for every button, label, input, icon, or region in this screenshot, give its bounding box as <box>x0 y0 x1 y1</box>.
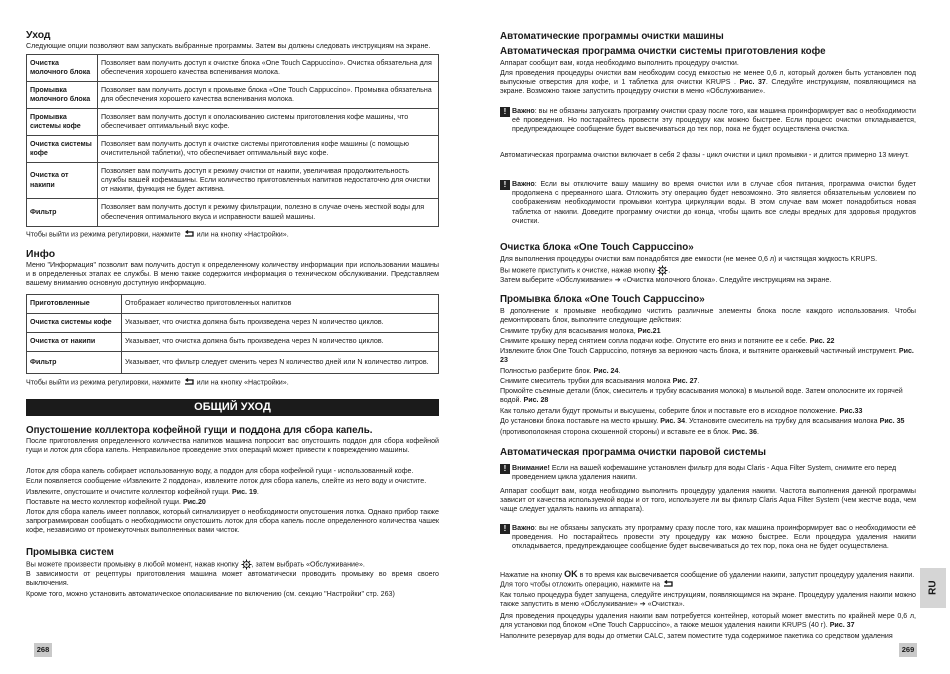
figure-ref: Рис. 27 <box>672 377 698 385</box>
auto-heading: Автоматические программы очистки машины <box>500 31 724 42</box>
info-value: Указывает, что фильтр следует сменить через N количество дней или N количество литров. <box>122 352 439 374</box>
step-text: До установки блока поставьте на место крышку. <box>500 417 659 425</box>
exit-note-text-2: или на кнопку «Настройки». <box>196 378 289 387</box>
care-key: Очистка системы кофе <box>27 136 98 163</box>
coffee-p3: Автоматическая программа очистки включает в себя 2 фазы - цикл очистки и цикл промывки - и длится примерно 13 минут. <box>500 151 910 159</box>
steam-p4-text: Для проведения процедуры удаления накипи вам потребуется контейнер, который может вместить по крайней мере 0,6 л, для установки под блоком «One Touch Cappuccino», а также мешок удаления накипи KRUPS (40 г). <box>500 612 916 630</box>
figure-ref: Рис.33 <box>839 407 863 415</box>
steam-p2 <box>500 570 916 590</box>
steam-p4 <box>500 612 916 630</box>
warning-label: Важно <box>512 524 535 532</box>
otc-rinse-step: Полностью разберите блок. Рис. 24. <box>500 367 621 375</box>
ok-button-label: OK <box>564 569 578 579</box>
figure-ref: Рис. 37 <box>829 621 855 630</box>
warning-icon: ! <box>500 464 510 474</box>
otc-clean-p1: Для выполнения процедуры очистки вам понадобятся две емкости (не менее 0,6 л) и чистящая жидкость KRUPS. <box>500 255 878 263</box>
exit-note-text: Чтобы выйти из режима регулировки, нажмите <box>26 378 181 387</box>
rinse-p1-text: Вы можете произвести промывку в любой момент, нажав кнопку <box>26 560 239 569</box>
info-intro: Меню "Информация" позволит вам получить доступ к определенному количеству информации при использовании машины и в определенных этапах ее службы. В меню также содержится информация о техническом обслуживании. Представляем вашему вниманию основную доступную информацию. <box>26 261 439 288</box>
page-number-left: 268 <box>34 643 52 657</box>
empty-p4-text: Извлеките, опустошите и очистите коллектор кофейной гущи. <box>26 488 231 496</box>
table-row <box>27 136 439 163</box>
care-key: Фильтр <box>27 199 98 227</box>
info-heading: Инфо <box>26 249 56 260</box>
steam-p5: Наполните резервуар для воды до отметки CALC, затем поместите туда содержимое пакетика со средством удаления <box>500 632 893 640</box>
table-row <box>27 82 439 109</box>
steam-p3-text-2: «Очистка». <box>647 600 685 609</box>
otc-rinse-p1: В дополнение к промывке необходимо чистить различные элементы блока после каждого использования. Чтобы демонтировать блок, выполните следующие действия: <box>500 307 916 325</box>
warning-body: Если на вашей кофемашине установлен фильтр для воды Claris - Aqua Filter System, снимите его перед проведением цикла удаления накипи. <box>512 464 897 482</box>
care-table <box>26 54 439 227</box>
empty-p5-text: Поставьте на место коллектор кофейной гущи. <box>26 498 181 506</box>
rinse-p2: В зависимости от рецептуры приготовления машина может автоматически проводить промывку во время своего выключения. <box>26 570 439 588</box>
info-value: Указывает, что очистка должна быть произведена через N количество циклов. <box>122 314 439 333</box>
otc-rinse-step <box>500 327 916 336</box>
step-text: Как только детали будут промыты и высушены, соберите блок и поставьте его в исходное положение. <box>500 407 838 415</box>
table-row <box>27 199 439 227</box>
info-value: Отображает количество приготовленных напитков <box>122 295 439 314</box>
otc-rinse-step <box>500 417 916 426</box>
figure-ref: Рис. 23 <box>500 347 914 365</box>
figure-ref: Рис. 34 <box>660 417 686 425</box>
care-value: Позволяет вам получить доступ к очистке системы приготовления кофе машины (с помощью очистительной таблетки), что обеспечивает оптимальный вкус кофе. <box>98 136 439 163</box>
figure-ref: Рис. 22 <box>809 337 835 345</box>
steam-p1: Аппарат сообщит вам, когда необходимо выполнить процедуру удаления накипи. Частота выполнения данной программы зависит от качества используемой воды и от того, используете ли вы фильтр Claris Aqua Filter System (чем жестче вода, чем чаще следует удалять накипь из аппарата). <box>500 487 916 514</box>
table-row <box>27 163 439 199</box>
care-value: Позволяет вам получить доступ к ополаскиванию системы приготовления кофе машины, что обеспечивает оптимальный вкус кофе. <box>98 109 439 136</box>
step-text: Извлеките блок One Touch Cappuccino, потянув за верхнюю часть блока, и вытяните оранжевый частичный инструмент. <box>500 347 897 355</box>
otc-clean-p2-text: Вы можете приступить к очистке, нажав кнопку <box>500 266 656 275</box>
info-key: Очистка системы кофе <box>27 314 122 333</box>
otc-rinse-step <box>500 407 916 416</box>
warning-icon: ! <box>500 524 510 534</box>
back-arrow-icon <box>662 580 674 589</box>
table-row <box>27 55 439 82</box>
language-tab-label: RU <box>927 580 939 596</box>
empty-p6: Лоток для сбора капель имеет поплавок, который сигнализирует о необходимости опустошения лотка. Однако прибор также запрограммирован сообщать о необходимости опустошить лоток для сбора капель после определенного количества чашек кофе, независимо от промежуточных выполненных вами чисток. <box>26 508 439 535</box>
info-table <box>26 294 439 374</box>
table-row <box>27 109 439 136</box>
care-key: Очистка от накипи <box>27 163 98 199</box>
care-key: Очистка молочного блока <box>27 55 98 82</box>
figure-ref: Рис. 37 <box>739 78 766 87</box>
warning-icon: ! <box>500 180 510 190</box>
otc-clean-p2 <box>500 265 916 276</box>
table-row <box>27 333 439 352</box>
otc-clean-p2-text-2: . <box>668 266 671 275</box>
otc-clean-p3 <box>500 276 916 285</box>
step-text-2: . Установите смеситель на трубку для всасывания молока <box>685 417 878 425</box>
step-text: (противоположная сторона скошенной стороны) и вставьте ее в блок. <box>500 428 731 436</box>
table-row <box>27 314 439 333</box>
figure-ref: Рис.21 <box>637 327 661 335</box>
figure-ref: Рис. 36 <box>732 428 757 436</box>
coffee-p2-text: Для проведения процедуры очистки вам необходим сосуд емкостью не менее 0,6 л, который должен быть установлен под выпускные отверстия для кофе, и 1 таблетка для очистки KRUPS . <box>500 69 916 87</box>
coffee-p1: Аппарат сообщит вам, когда необходимо выполнить процедуру очистки. <box>500 59 739 67</box>
language-tab <box>920 568 946 608</box>
care-key: Промывка молочного блока <box>27 82 98 109</box>
coffee-p2-text-2: . Следуйте инструкциям, появляющимся на экране. Возможно также запустить процедуру очистки в меню «Обслуживание». <box>500 78 916 96</box>
step-text: Снимите крышку перед снятием сопла подачи кофе. Опустите его вниз и потяните ее к себе. <box>500 337 808 345</box>
warning-icon: ! <box>500 107 510 117</box>
table-row <box>27 352 439 374</box>
empty-p1: После приготовления определенного количества напитков машина попросит вас опустошить поддон для сбора кофейной гущи и лоток для сбора капель. Неправильное проведение этих операций может привести к повреждению машины. <box>26 437 439 455</box>
gear-icon <box>241 559 252 570</box>
warning-text <box>512 180 916 226</box>
care-intro: Следующие опции позволяют вам запускать выбранные программы. Затем вы должны следовать инструкциям на экране. <box>26 42 431 50</box>
figure-ref: Рис.20 <box>182 498 206 506</box>
back-arrow-icon <box>183 230 195 239</box>
otc-clean-p3-text: Затем выберите «Обслуживание» <box>500 276 613 284</box>
care-key: Промывка системы кофе <box>27 109 98 136</box>
empty-p4: Извлеките, опустошите и очистите коллектор кофейной гущи. Рис. 19. <box>26 488 259 496</box>
rinse-p1-text-2: , затем выбрать «Обслуживание». <box>251 560 365 569</box>
info-key: Очистка от накипи <box>27 333 122 352</box>
otc-rinse-step: (противоположная сторона скошенной стороны) и вставьте ее в блок. Рис. 36. <box>500 428 759 436</box>
coffee-p2 <box>500 69 916 97</box>
steam-heading: Автоматическая программа очистки паровой системы <box>500 447 767 458</box>
arrow-right-icon: ➔ <box>614 276 621 284</box>
table-row <box>27 295 439 314</box>
otc-rinse-step <box>500 387 916 405</box>
otc-rinse-step <box>500 347 916 365</box>
otc-clean-heading: Очистка блока «One Touch Cappuccino» <box>500 242 694 253</box>
page-number-right: 269 <box>899 643 917 657</box>
figure-ref: Рис. 35 <box>879 417 905 425</box>
care-value: Позволяет вам получить доступ к промывке блока «One Touch Cappuccino». Промывка обязательна для обеспечения хорошего качества вспенивания молока. <box>98 82 439 109</box>
otc-rinse-step: Снимите смеситель трубки для всасывания молока Рис. 27. <box>500 377 700 385</box>
rinse-p1 <box>26 559 439 570</box>
care-heading: Уход <box>26 30 51 41</box>
rinse-heading: Промывка систем <box>26 547 114 558</box>
warning-body: : вы не обязаны запускать программу очистки сразу после того, как машина проинформирует вас о необходимости её проведения. Но постарайтесь провести эту процедуру как можно быстрее. Если процесс очистки откладывается, предупреждающее сообщение будет высвечиваться до тех пор, пока не будет осуществлена очистка. <box>512 107 916 134</box>
warning-label: Важно <box>512 107 535 115</box>
step-text: Снимите смеситель трубки для всасывания молока <box>500 377 671 385</box>
info-key: Фильтр <box>27 352 122 374</box>
general-care-banner: ОБЩИЙ УХОД <box>26 399 439 416</box>
exit-note-1 <box>26 230 439 240</box>
warning-text <box>512 464 916 482</box>
care-value: Позволяет вам получить доступ к очистке блока «One Touch Cappuccino». Очистка обязательна для обеспечения хорошего качества вспенивания молока. <box>98 55 439 82</box>
exit-note-text: Чтобы выйти из режима регулировки, нажмите <box>26 230 181 239</box>
step-text: Промойте съемные детали (блок, смеситель и трубку всасывания молока) в мыльной воде. Затем ополосните их горячей водой. <box>500 387 903 405</box>
warning-text <box>512 107 916 135</box>
step-text: Снимите трубку для всасывания молока, <box>500 327 636 335</box>
otc-clean-p3-text-2: «Очистка молочного блока». Следуйте инструкциям на экране. <box>622 276 832 284</box>
empty-p5 <box>26 498 439 507</box>
arrow-right-icon: ➔ <box>639 600 646 609</box>
warning-label: Важно <box>512 180 535 188</box>
empty-p3: Если появляется сообщение «Извлеките 2 поддона», извлеките лоток для сбора капель, слейте из него воду и очистите. <box>26 477 427 485</box>
steam-p2-text-2: в то время как высвечивается сообщение об удалении накипи, запустит процедуру удаления накипи. Для того чтобы отложить операцию, нажмите на <box>500 571 915 589</box>
coffee-heading: Автоматическая программа очистки системы приготовления кофе <box>500 46 826 57</box>
step-text: Полностью разберите блок. <box>500 367 592 375</box>
exit-note-2 <box>26 378 439 388</box>
otc-rinse-heading: Промывка блока «One Touch Cappuccino» <box>500 294 705 305</box>
care-value: Позволяет вам получить доступ к режиму фильтрации, полезно в случае очень жесткой воды для обеспечения оптимального вкуса и исправности вашей машины. <box>98 199 439 227</box>
info-value: Указывает, что очистка должна быть произведена через N количество циклов. <box>122 333 439 352</box>
steam-p2-text: Нажатие на кнопку <box>500 571 563 579</box>
back-arrow-icon <box>183 378 195 387</box>
figure-ref: Рис. 24 <box>593 367 619 375</box>
warning-text <box>512 524 916 552</box>
info-key: Приготовленные <box>27 295 122 314</box>
figure-ref: Рис. 28 <box>523 396 549 405</box>
warning-body: : вы не обязаны запускать эту программу сразу после того, как машина проинформирует вас о необходимости её проведения. Но постарайтесь провести эту процедуру как можно быстрее. Если процедура удаления накипи откладывается, предупреждающее сообщение будет высвечиваться до тех пор, пока она не будет осуществлена. <box>512 524 916 551</box>
steam-p3-text: Как только процедура будет запущена, следуйте инструкциям, появляющимся на экране. Процедуру удаления накипи можно также запустить в меню «Обслуживание» <box>500 591 916 609</box>
empty-p2: Лоток для сбора капель собирает использованную воду, а поддон для сбора кофейной гущи - использованный кофе. <box>26 467 414 475</box>
care-value: Позволяет вам получить доступ к режиму очистки от накипи, увеличивая продолжительность службы вашей кофемашины. Если количество приготовленных напитков недостаточно для очистки от накипи, функция не будет активна. <box>98 163 439 199</box>
warning-body: : Если вы отключите вашу машину во время очистки или в случае сбоя питания, программа очистки будет продолжена с прерванного шага. Отложить эту операцию будет невозможно. Это является обязательным условием по соображениям необходимости промывки контура циркуляции воды. В этом случае вам может понадобиться новая таблетка от накипи. Доведите программу очистки до конца, чтобы щаить все следы вредных для здоровья продуктов очистки. <box>512 180 916 225</box>
figure-ref: Рис. 19 <box>232 488 257 496</box>
warning-label: Внимание! <box>512 464 550 472</box>
otc-rinse-step <box>500 337 916 346</box>
rinse-p3: Кроме того, можно установить автоматическое ополаскивание по включению (см. секцию "Настройки" стр. 263) <box>26 590 395 598</box>
exit-note-text-2: или на кнопку «Настройки». <box>196 230 289 239</box>
steam-p3 <box>500 591 916 609</box>
gear-icon <box>657 265 671 276</box>
empty-heading: Опустошение коллектора кофейной гущи и поддона для сбора капель. <box>26 425 373 436</box>
